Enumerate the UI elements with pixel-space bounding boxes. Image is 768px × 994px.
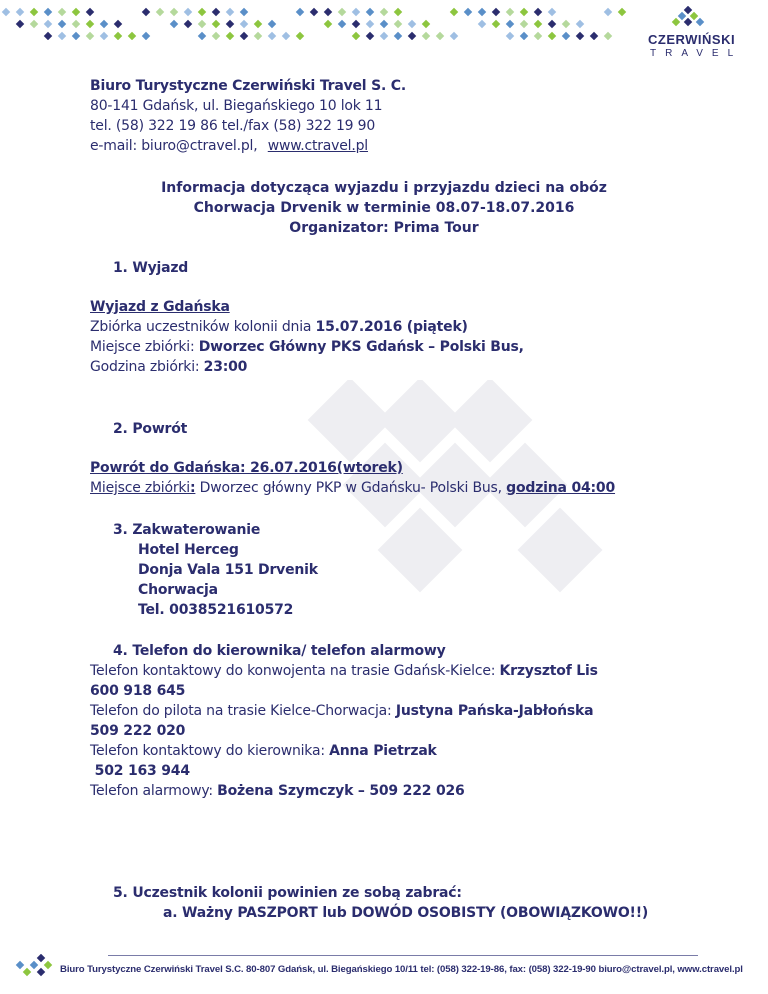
pattern-diamond — [394, 20, 402, 28]
section-2-heading: 2. Powrót — [113, 421, 188, 437]
logo-text: CZERWIŃSKI — [648, 32, 736, 47]
pattern-diamond — [562, 20, 570, 28]
pattern-diamond — [520, 8, 528, 16]
section-3-heading: 3. Zakwaterowanie — [113, 522, 261, 538]
pattern-diamond — [352, 32, 360, 40]
escort-phone-label: Telefon kontaktowy do konwojenta na trasie Gdańsk-Kielce: — [90, 663, 500, 679]
return-colon: : — [189, 480, 196, 496]
pattern-diamond — [324, 20, 332, 28]
pattern-diamond — [100, 32, 108, 40]
website-link[interactable]: www.ctravel.pl — [267, 138, 369, 154]
departure-time-value: 23:00 — [203, 359, 248, 375]
pattern-diamond — [506, 32, 514, 40]
header-pattern — [0, 0, 640, 40]
hotel-name: Hotel Herceg — [138, 542, 239, 558]
pattern-diamond — [408, 20, 416, 28]
pattern-diamond — [184, 8, 192, 16]
pattern-diamond — [506, 20, 514, 28]
pattern-diamond — [534, 32, 542, 40]
hotel-country: Chorwacja — [138, 582, 218, 598]
pattern-diamond — [268, 20, 276, 28]
pattern-diamond — [16, 8, 24, 16]
pattern-diamond — [212, 20, 220, 28]
document-title-line3: Organizator: Prima Tour — [289, 220, 479, 236]
departure-date-line — [90, 317, 468, 337]
pattern-diamond — [590, 32, 598, 40]
company-address: 80-141 Gdańsk, ul. Biegańskiego 10 lok 11 — [90, 98, 383, 114]
return-place-label: Miejsce zbiórki — [90, 480, 190, 496]
manager-name: Anna Pietrzak — [329, 743, 437, 759]
pattern-diamond — [576, 32, 584, 40]
pattern-diamond — [72, 32, 80, 40]
pattern-diamond — [170, 20, 178, 28]
departure-time-line — [90, 357, 247, 377]
pattern-diamond — [212, 32, 220, 40]
pattern-diamond — [254, 20, 262, 28]
manager-phone-line — [90, 741, 437, 761]
pattern-diamond — [394, 8, 402, 16]
pattern-diamond — [548, 20, 556, 28]
pattern-diamond — [128, 32, 136, 40]
return-time-value: godzina 04:00 — [506, 480, 616, 496]
company-contact — [90, 136, 368, 156]
pattern-diamond — [548, 32, 556, 40]
escort-phone-number: 600 918 645 — [90, 683, 186, 699]
pattern-diamond — [352, 8, 360, 16]
pattern-diamond — [422, 20, 430, 28]
departure-date-label: Zbiórka uczestników kolonii dnia — [90, 319, 316, 335]
pattern-diamond — [30, 20, 38, 28]
return-place-value: Dworzec główny PKP w Gdańsku- Polski Bus, — [195, 480, 507, 496]
pattern-diamond — [310, 8, 318, 16]
pattern-diamond — [338, 8, 346, 16]
pattern-diamond — [72, 8, 80, 16]
pattern-diamond — [100, 20, 108, 28]
pattern-diamond — [436, 32, 444, 40]
section-5-heading: 5. Uczestnik kolonii powinien ze sobą zabrać: — [113, 885, 462, 901]
pattern-diamond — [16, 20, 24, 28]
pattern-diamond — [268, 32, 276, 40]
pattern-diamond — [58, 20, 66, 28]
pilot-phone-number: 509 222 020 — [90, 723, 186, 739]
pattern-diamond — [394, 32, 402, 40]
document-title-line1: Informacja dotycząca wyjazdu i przyjazdu dzieci na obóz — [161, 180, 607, 196]
pattern-diamond — [44, 20, 52, 28]
pattern-diamond — [380, 8, 388, 16]
escort-phone-line — [90, 661, 598, 681]
section-1-heading: 1. Wyjazd — [113, 260, 189, 276]
pattern-diamond — [86, 32, 94, 40]
pattern-diamond — [142, 32, 150, 40]
pattern-diamond — [184, 20, 192, 28]
pattern-diamond — [2, 8, 10, 16]
section-4-heading: 4. Telefon do kierownika/ telefon alarmowy — [113, 643, 446, 659]
emergency-phone-label: Telefon alarmowy: — [90, 783, 218, 799]
manager-phone-number: 502 163 944 — [90, 763, 190, 779]
pattern-diamond — [296, 8, 304, 16]
pattern-diamond — [156, 8, 164, 16]
pattern-diamond — [450, 8, 458, 16]
departure-place-line — [90, 337, 524, 357]
pattern-diamond — [296, 32, 304, 40]
pattern-diamond — [366, 8, 374, 16]
pattern-diamond — [520, 20, 528, 28]
manager-phone-label: Telefon kontaktowy do kierownika: — [90, 743, 330, 759]
section-5-item-a: a. Ważny PASZPORT lub DOWÓD OSOBISTY (OBOWIĄZKOWO!!) — [163, 905, 649, 921]
pattern-diamond — [618, 8, 626, 16]
pattern-diamond — [604, 8, 612, 16]
section-1-subheading: Wyjazd z Gdańska — [90, 299, 230, 315]
pattern-diamond — [212, 8, 220, 16]
pattern-diamond — [240, 32, 248, 40]
emergency-phone-value: Bożena Szymczyk – 509 222 026 — [217, 783, 465, 799]
pattern-diamond — [478, 20, 486, 28]
pattern-diamond — [562, 32, 570, 40]
pattern-diamond — [240, 8, 248, 16]
pattern-diamond — [30, 8, 38, 16]
return-place-line — [90, 478, 615, 498]
pattern-diamond — [226, 20, 234, 28]
pilot-name: Justyna Pańska-Jabłońska — [395, 703, 594, 719]
pattern-diamond — [352, 20, 360, 28]
pattern-diamond — [548, 8, 556, 16]
pattern-diamond — [380, 32, 388, 40]
pattern-diamond — [198, 32, 206, 40]
company-email: e-mail: biuro@ctravel.pl, — [90, 138, 258, 154]
pattern-diamond — [58, 32, 66, 40]
pattern-diamond — [72, 20, 80, 28]
pattern-diamond — [142, 8, 150, 16]
pattern-diamond — [86, 8, 94, 16]
pattern-diamond — [534, 20, 542, 28]
pattern-diamond — [170, 8, 178, 16]
pattern-diamond — [226, 8, 234, 16]
pattern-diamond — [58, 8, 66, 16]
pattern-diamond — [198, 20, 206, 28]
departure-time-label: Godzina zbiórki: — [90, 359, 204, 375]
logo-subtext: TRAVEL — [650, 48, 743, 59]
pattern-diamond — [520, 32, 528, 40]
section-2-subheading: Powrót do Gdańska: 26.07.2016(wtorek) — [90, 460, 403, 476]
pattern-diamond — [198, 8, 206, 16]
departure-place-label: Miejsce zbiórki: — [90, 339, 199, 355]
pattern-diamond — [44, 8, 52, 16]
escort-name: Krzysztof Lis — [499, 663, 598, 679]
pattern-diamond — [366, 20, 374, 28]
pattern-diamond — [114, 32, 122, 40]
pattern-diamond — [324, 8, 332, 16]
pattern-diamond — [492, 8, 500, 16]
hotel-address: Donja Vala 151 Drvenik — [138, 562, 318, 578]
watermark-logo — [280, 380, 620, 620]
pattern-diamond — [576, 20, 584, 28]
pattern-diamond — [366, 32, 374, 40]
pattern-diamond — [492, 20, 500, 28]
pattern-diamond — [408, 32, 416, 40]
pattern-diamond — [534, 8, 542, 16]
departure-place-value: Dworzec Główny PKS Gdańsk – Polski Bus, — [198, 339, 524, 355]
pattern-diamond — [422, 32, 430, 40]
pattern-diamond — [254, 32, 262, 40]
pattern-diamond — [338, 20, 346, 28]
company-phone: tel. (58) 322 19 86 tel./fax (58) 322 19 90 — [90, 118, 376, 134]
pattern-diamond — [478, 8, 486, 16]
pilot-phone-line — [90, 701, 593, 721]
pattern-diamond — [506, 8, 514, 16]
footer-divider — [108, 955, 698, 956]
company-name: Biuro Turystyczne Czerwiński Travel S. C. — [90, 78, 406, 94]
footer-logo-icon — [14, 954, 58, 980]
pattern-diamond — [450, 32, 458, 40]
pattern-diamond — [114, 20, 122, 28]
document-title-line2: Chorwacja Drvenik w terminie 08.07-18.07.2016 — [193, 200, 575, 216]
pilot-phone-label: Telefon do pilota na trasie Kielce-Chorwacja: — [90, 703, 396, 719]
company-logo — [640, 6, 750, 66]
departure-date-value: 15.07.2016 (piątek) — [315, 319, 468, 335]
pattern-diamond — [86, 20, 94, 28]
logo-mark-icon — [670, 6, 710, 30]
hotel-phone: Tel. 0038521610572 — [138, 602, 294, 618]
footer-contact: Biuro Turystyczne Czerwiński Travel S.C. 80-807 Gdańsk, ul. Biegańskiego 10/11 tel: (058) 322-19-86, fax: (058) 322-19-90 biuro@ctravel.pl, www.ctravel.pl — [60, 964, 743, 975]
pattern-diamond — [380, 20, 388, 28]
pattern-diamond — [44, 32, 52, 40]
pattern-diamond — [604, 32, 612, 40]
pattern-diamond — [240, 20, 248, 28]
emergency-phone-line — [90, 781, 465, 801]
pattern-diamond — [282, 32, 290, 40]
pattern-diamond — [226, 32, 234, 40]
pattern-diamond — [464, 8, 472, 16]
